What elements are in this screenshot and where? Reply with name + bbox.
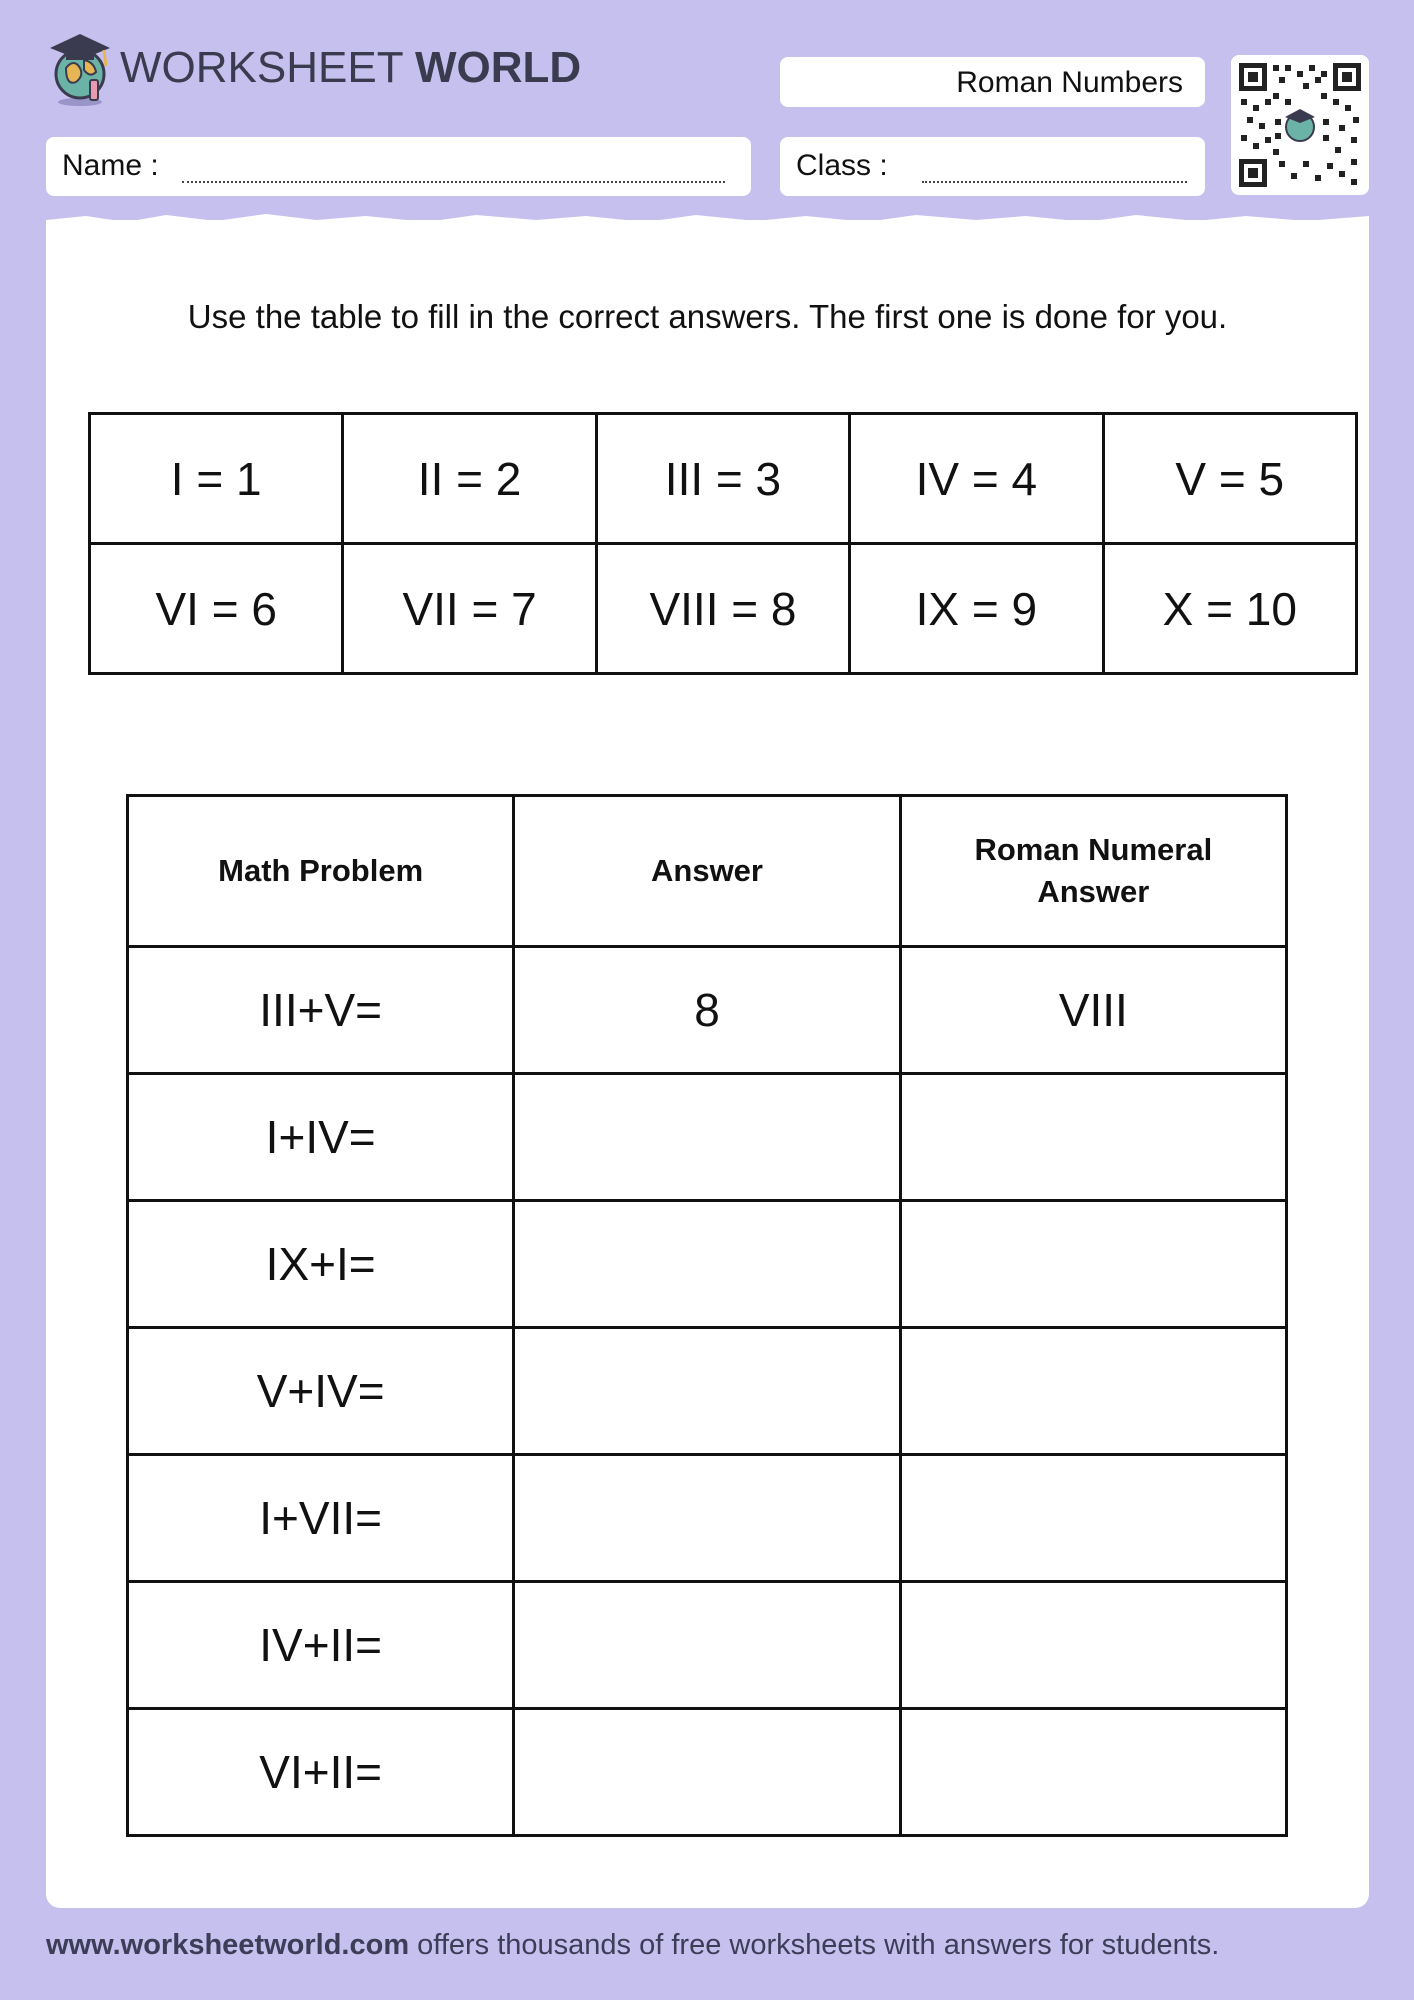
math-problem-cell: IV+II=	[128, 1582, 514, 1709]
reference-cell: IV = 4	[850, 414, 1103, 544]
roman-answer-cell[interactable]	[900, 1709, 1286, 1836]
answer-cell[interactable]	[514, 1328, 900, 1455]
worksheet-card	[46, 220, 1369, 1908]
brand-light: WORKSHEET	[120, 43, 403, 92]
answer-table-header	[128, 796, 1287, 947]
answer-cell[interactable]: 8	[514, 947, 900, 1074]
topic-title: Roman Numbers	[956, 66, 1183, 99]
table-row	[128, 1074, 1287, 1201]
answer-cell[interactable]	[514, 1074, 900, 1201]
table-row	[128, 1455, 1287, 1582]
roman-answer-cell[interactable]: VIII	[900, 947, 1286, 1074]
roman-answer-cell[interactable]	[900, 1201, 1286, 1328]
name-field[interactable]	[46, 137, 751, 196]
footer-text: offers thousands of free worksheets with answers for students.	[409, 1929, 1220, 1961]
footer-link[interactable]: www.worksheetworld.com	[46, 1929, 410, 1961]
reference-cell: VI = 6	[90, 544, 343, 674]
qr-code	[1231, 55, 1369, 195]
brand-bold: WORLD	[415, 43, 582, 92]
math-problem-cell: IX+I=	[128, 1201, 514, 1328]
instructions: Use the table to fill in the correct answers. The first one is done for you.	[187, 298, 1228, 335]
table-row	[128, 947, 1287, 1074]
class-line[interactable]	[922, 181, 1187, 183]
table-row	[128, 1582, 1287, 1709]
header-roman-answer: Roman Numeral Answer	[900, 796, 1286, 947]
math-problem-cell: VI+II=	[128, 1709, 514, 1836]
table-row	[128, 1328, 1287, 1455]
reference-row	[90, 414, 1357, 544]
math-problem-cell: I+IV=	[128, 1074, 514, 1201]
reference-cell: IX = 9	[850, 544, 1103, 674]
reference-cell: X = 10	[1103, 544, 1356, 674]
reference-cell: VIII = 8	[596, 544, 849, 674]
reference-cell: V = 5	[1103, 414, 1356, 544]
answer-cell[interactable]	[514, 1582, 900, 1709]
math-problem-cell: V+IV=	[128, 1328, 514, 1455]
class-label: Class :	[796, 149, 888, 182]
reference-cell: VII = 7	[343, 544, 596, 674]
class-field[interactable]	[780, 137, 1205, 196]
header-answer: Answer	[514, 796, 900, 947]
reference-row	[90, 544, 1357, 674]
header-math-problem: Math Problem	[128, 796, 514, 947]
reference-cell: II = 2	[343, 414, 596, 544]
reference-cell: III = 3	[596, 414, 849, 544]
logo	[46, 30, 581, 106]
table-row	[128, 1709, 1287, 1836]
answer-table	[126, 794, 1288, 1837]
table-row	[128, 1201, 1287, 1328]
topic-box	[780, 57, 1205, 107]
footer	[46, 1929, 1219, 1962]
answer-cell[interactable]	[514, 1201, 900, 1328]
logo-globe-icon	[46, 30, 114, 106]
reference-cell: I = 1	[90, 414, 343, 544]
math-problem-cell: III+V=	[128, 947, 514, 1074]
name-line[interactable]	[182, 181, 725, 183]
reference-table	[88, 412, 1358, 675]
answer-cell[interactable]	[514, 1709, 900, 1836]
math-problem-cell: I+VII=	[128, 1455, 514, 1582]
roman-answer-cell[interactable]	[900, 1582, 1286, 1709]
roman-answer-cell[interactable]	[900, 1074, 1286, 1201]
brand-name	[120, 43, 581, 93]
answer-cell[interactable]	[514, 1455, 900, 1582]
roman-answer-cell[interactable]	[900, 1328, 1286, 1455]
roman-answer-cell[interactable]	[900, 1455, 1286, 1582]
qr-code-icon	[1239, 63, 1361, 187]
name-label: Name :	[62, 149, 159, 182]
